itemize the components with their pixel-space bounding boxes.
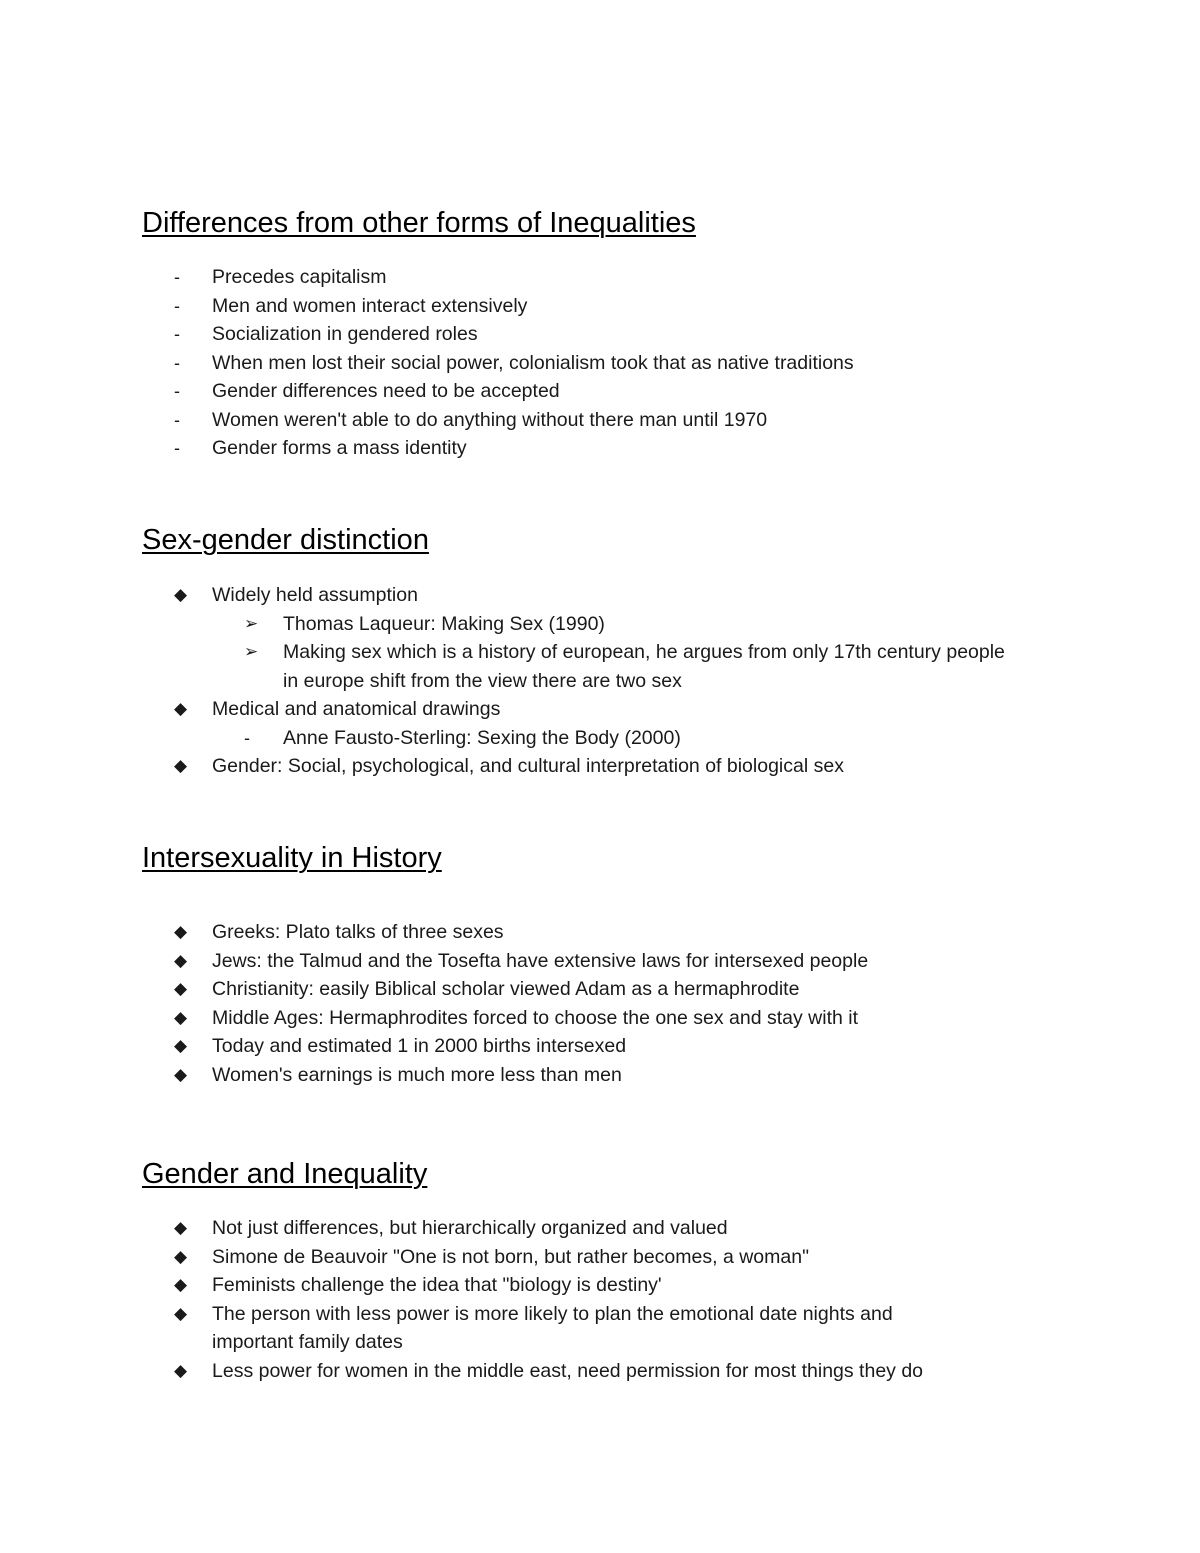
list-item: [142, 1271, 1042, 1300]
dash-bullet-icon: -: [174, 295, 180, 316]
list-item-text: Anne Fausto-Sterling: Sexing the Body (2000): [283, 726, 681, 749]
section-intersexuality-in-history: [142, 841, 1042, 1089]
bullet-list: [142, 263, 1042, 463]
section-heading: Gender and Inequality: [142, 1158, 428, 1190]
list-item: [142, 695, 1042, 724]
list-item: [142, 610, 1042, 639]
list-item: [142, 406, 1042, 435]
list-item-text: Men and women interact extensively: [212, 294, 528, 317]
list-item-text: Precedes capitalism: [212, 266, 387, 288]
list-item: [142, 581, 1042, 610]
arrow-bullet-icon: ➢: [244, 642, 259, 661]
diamond-bullet-icon: ◆: [174, 922, 188, 941]
list-item-text: Less power for women in the middle east, need permission for most things they do: [212, 1359, 924, 1382]
list-item-text: Making sex which is a history of european, he argues from only 17th century people in europe shift from the view there are two sex: [283, 641, 1005, 692]
list-item-text: Jews: the Talmud and the Tosefta have extensive laws for intersexed people: [212, 949, 869, 972]
list-item-text: Not just differences, but hierarchically organized and valued: [212, 1217, 728, 1239]
list-item: [142, 349, 1042, 378]
list-item: [142, 1243, 1042, 1272]
list-item-text: Medical and anatomical drawings: [212, 698, 501, 720]
list-item: [142, 292, 1042, 321]
list-item: [142, 638, 1018, 695]
list-item-text: When men lost their social power, colonialism took that as native traditions: [212, 351, 854, 374]
diamond-bullet-icon: ◆: [174, 699, 188, 718]
diamond-bullet-icon: ◆: [174, 950, 188, 970]
diamond-bullet-icon: ◆: [174, 756, 188, 775]
list-item: [142, 320, 1042, 349]
dash-bullet-icon: -: [174, 324, 180, 344]
list-item: [142, 1300, 972, 1357]
dash-bullet-icon: -: [174, 438, 180, 458]
diamond-bullet-icon: ◆: [174, 1064, 188, 1084]
list-item: [142, 377, 1042, 406]
list-item-text: Simone de Beauvoir "One is not born, but rather becomes, a woman": [212, 1245, 809, 1268]
list-item-text: Christianity: easily Biblical scholar viewed Adam as a hermaphrodite: [212, 978, 800, 1000]
list-item: [142, 752, 1042, 781]
list-item: [142, 918, 1042, 947]
bullet-list: [142, 581, 1042, 781]
list-item: [142, 434, 1042, 463]
diamond-bullet-icon: ◆: [174, 979, 188, 998]
list-item: [142, 1061, 1042, 1090]
list-item-text: Women weren't able to do anything without there man until 1970: [212, 408, 768, 431]
list-item: [142, 1214, 1042, 1243]
list-item: [142, 1032, 1042, 1061]
section-heading: Intersexuality in History: [142, 842, 442, 874]
list-item-text: Greeks: Plato talks of three sexes: [212, 921, 504, 943]
list-item: [142, 1004, 1042, 1033]
section-gender-and-inequality: [142, 1157, 1042, 1385]
arrow-bullet-icon: ➢: [244, 613, 259, 633]
list-item: [142, 947, 1042, 976]
diamond-bullet-icon: ◆: [174, 585, 188, 604]
list-item: [142, 263, 1042, 292]
dash-bullet-icon: -: [174, 409, 180, 430]
section-sex-gender-distinction: [142, 523, 1042, 781]
bullet-list: [142, 918, 1042, 1089]
list-item-text: Socialization in gendered roles: [212, 323, 478, 345]
list-item-text: Feminists challenge the idea that "biology is destiny': [212, 1274, 662, 1296]
list-item-text: Gender: Social, psychological, and cultural interpretation of biological sex: [212, 755, 844, 777]
diamond-bullet-icon: ◆: [174, 1007, 188, 1027]
list-item: [142, 975, 1042, 1004]
bullet-list: [142, 1214, 1042, 1385]
dash-bullet-icon: -: [174, 352, 180, 373]
list-item-text: Gender differences need to be accepted: [212, 380, 560, 402]
diamond-bullet-icon: ◆: [174, 1218, 188, 1237]
list-item-text: Thomas Laqueur: Making Sex (1990): [283, 612, 605, 635]
diamond-bullet-icon: ◆: [174, 1036, 188, 1055]
list-item-text: Gender forms a mass identity: [212, 437, 467, 459]
list-item: [142, 724, 1042, 753]
list-item-text: The person with less power is more likely to plan the emotional date nights and important family dates: [212, 1302, 893, 1353]
section-differences: [142, 206, 1042, 463]
list-item-text: Today and estimated 1 in 2000 births intersexed: [212, 1035, 627, 1057]
diamond-bullet-icon: ◆: [174, 1246, 188, 1266]
section-heading: Sex-gender distinction: [142, 524, 429, 556]
dash-bullet-icon: -: [174, 381, 180, 401]
list-item: [142, 1357, 1042, 1386]
dash-bullet-icon: -: [174, 267, 180, 287]
list-item-text: Women's earnings is much more less than men: [212, 1063, 622, 1086]
diamond-bullet-icon: ◆: [174, 1303, 188, 1323]
list-item-text: Middle Ages: Hermaphrodites forced to choose the one sex and stay with it: [212, 1006, 859, 1029]
section-heading: Differences from other forms of Inequalities: [142, 207, 696, 239]
dash-bullet-icon: -: [244, 727, 250, 748]
diamond-bullet-icon: ◆: [174, 1360, 188, 1380]
diamond-bullet-icon: ◆: [174, 1275, 188, 1294]
list-item-text: Widely held assumption: [212, 584, 418, 606]
